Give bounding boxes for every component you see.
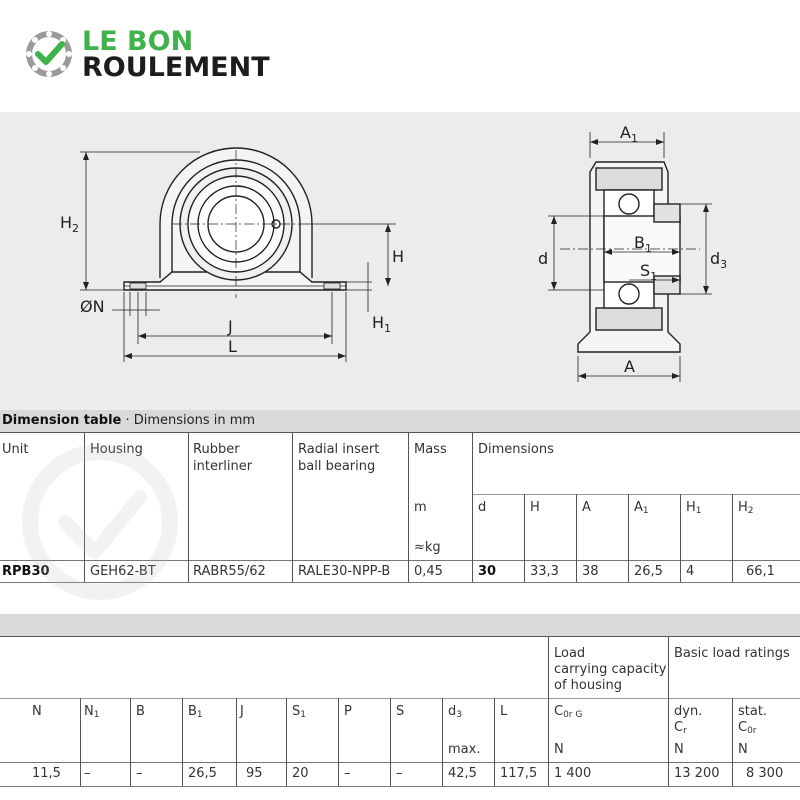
th-n: N [32, 704, 42, 719]
label-a: A [624, 357, 635, 376]
td-a: 38 [582, 564, 599, 579]
td-c0rg: 1 400 [554, 766, 592, 781]
td-radial: RALE30-NPP-B [298, 564, 391, 579]
td-l: 117,5 [500, 766, 538, 781]
label-h: H [392, 247, 405, 266]
label-j: J [228, 317, 233, 336]
td-cr: 13 200 [674, 766, 720, 781]
th-mass-unit: ≈kg [414, 540, 441, 555]
label-s1: $S_1$ [640, 261, 658, 283]
td-d3: 42,5 [448, 766, 477, 781]
th-h: H [530, 500, 540, 515]
th-c0r-unit: N [738, 742, 748, 757]
td-c0r: 8 300 [746, 766, 784, 781]
header [0, 0, 800, 112]
td-p: – [344, 766, 351, 781]
side-view [548, 132, 712, 382]
label-d: d [538, 249, 549, 268]
th-c0rg-unit: N [554, 742, 564, 757]
th-stat: stat. [738, 704, 768, 719]
th-cr-unit: N [674, 742, 684, 757]
th-h2: $H_2$ [738, 500, 754, 516]
table1-title: Dimension table · Dimensions in mm [2, 413, 256, 428]
td-h2: 66,1 [746, 564, 775, 579]
th-d: d [478, 500, 487, 515]
td-d: 30 [478, 564, 497, 579]
th-rubber-1: Rubber [193, 442, 240, 457]
td-a1: 26,5 [634, 564, 663, 579]
th-load-3: of housing [554, 678, 622, 693]
label-h2: $H_2$ [60, 213, 80, 235]
td-n1: – [84, 766, 91, 781]
td-housing: GEH62-BT [90, 564, 156, 579]
th-rubber-2: interliner [193, 459, 253, 474]
label-b1: $B_1$ [634, 233, 652, 255]
load-table [0, 636, 800, 800]
th-d3: $d_3$ [448, 704, 462, 720]
th-dimensions: Dimensions [478, 442, 554, 457]
th-s1: $S_1$ [292, 704, 306, 720]
th-c0rg: $C_{0r G}$ [554, 704, 583, 720]
th-cr: $C_r$ [674, 720, 687, 736]
dimension-table [0, 432, 800, 584]
td-rubber: RABR55/62 [193, 564, 266, 579]
td-b: – [136, 766, 143, 781]
th-unit: Unit [2, 442, 29, 457]
bearing-logo-icon [24, 29, 74, 79]
th-p: P [344, 704, 352, 719]
label-d3: $d_3$ [710, 249, 728, 271]
td-s1: 20 [292, 766, 309, 781]
th-n1: $N_1$ [84, 704, 100, 720]
th-h1: $H_1$ [686, 500, 702, 516]
label-l: L [228, 337, 237, 356]
th-s: S [396, 704, 405, 719]
th-b1: $B_1$ [188, 704, 203, 720]
th-mass: Mass [414, 442, 447, 457]
brand-line-2: ROULEMENT [82, 52, 270, 83]
th-j: J [240, 704, 244, 719]
th-l: L [500, 704, 508, 719]
th-a: A [582, 500, 591, 515]
drawing-svg [0, 112, 800, 412]
th-housing: Housing [90, 442, 143, 457]
th-load-2: carrying capacity [554, 662, 667, 677]
front-view [80, 148, 396, 362]
th-radial-2: ball bearing [298, 459, 376, 474]
label-a1: $A_1$ [620, 123, 638, 145]
td-n: 11,5 [32, 766, 61, 781]
brand-line-1: LE BON [82, 26, 194, 57]
td-unit: RPB30 [2, 564, 50, 579]
th-mass-symbol: m [414, 500, 427, 515]
td-h1: 4 [686, 564, 695, 579]
technical-drawing [0, 112, 800, 412]
td-b1: 26,5 [188, 766, 217, 781]
th-b: B [136, 704, 145, 719]
th-c0r: $C_{0r}$ [738, 720, 757, 736]
th-dyn: dyn. [674, 704, 703, 719]
th-d3-max: max. [448, 742, 481, 757]
td-j: 95 [246, 766, 263, 781]
td-s: – [396, 766, 403, 781]
th-load-1: Load [554, 646, 586, 661]
th-radial-1: Radial insert [298, 442, 380, 457]
table2-title-bar [0, 614, 800, 636]
label-n: ØN [80, 297, 105, 316]
td-h: 33,3 [530, 564, 559, 579]
th-basic-load-ratings: Basic load ratings [674, 646, 790, 661]
td-mass: 0,45 [414, 564, 443, 579]
th-a1: $A_1$ [634, 500, 649, 516]
label-h1: $H_1$ [372, 313, 392, 335]
